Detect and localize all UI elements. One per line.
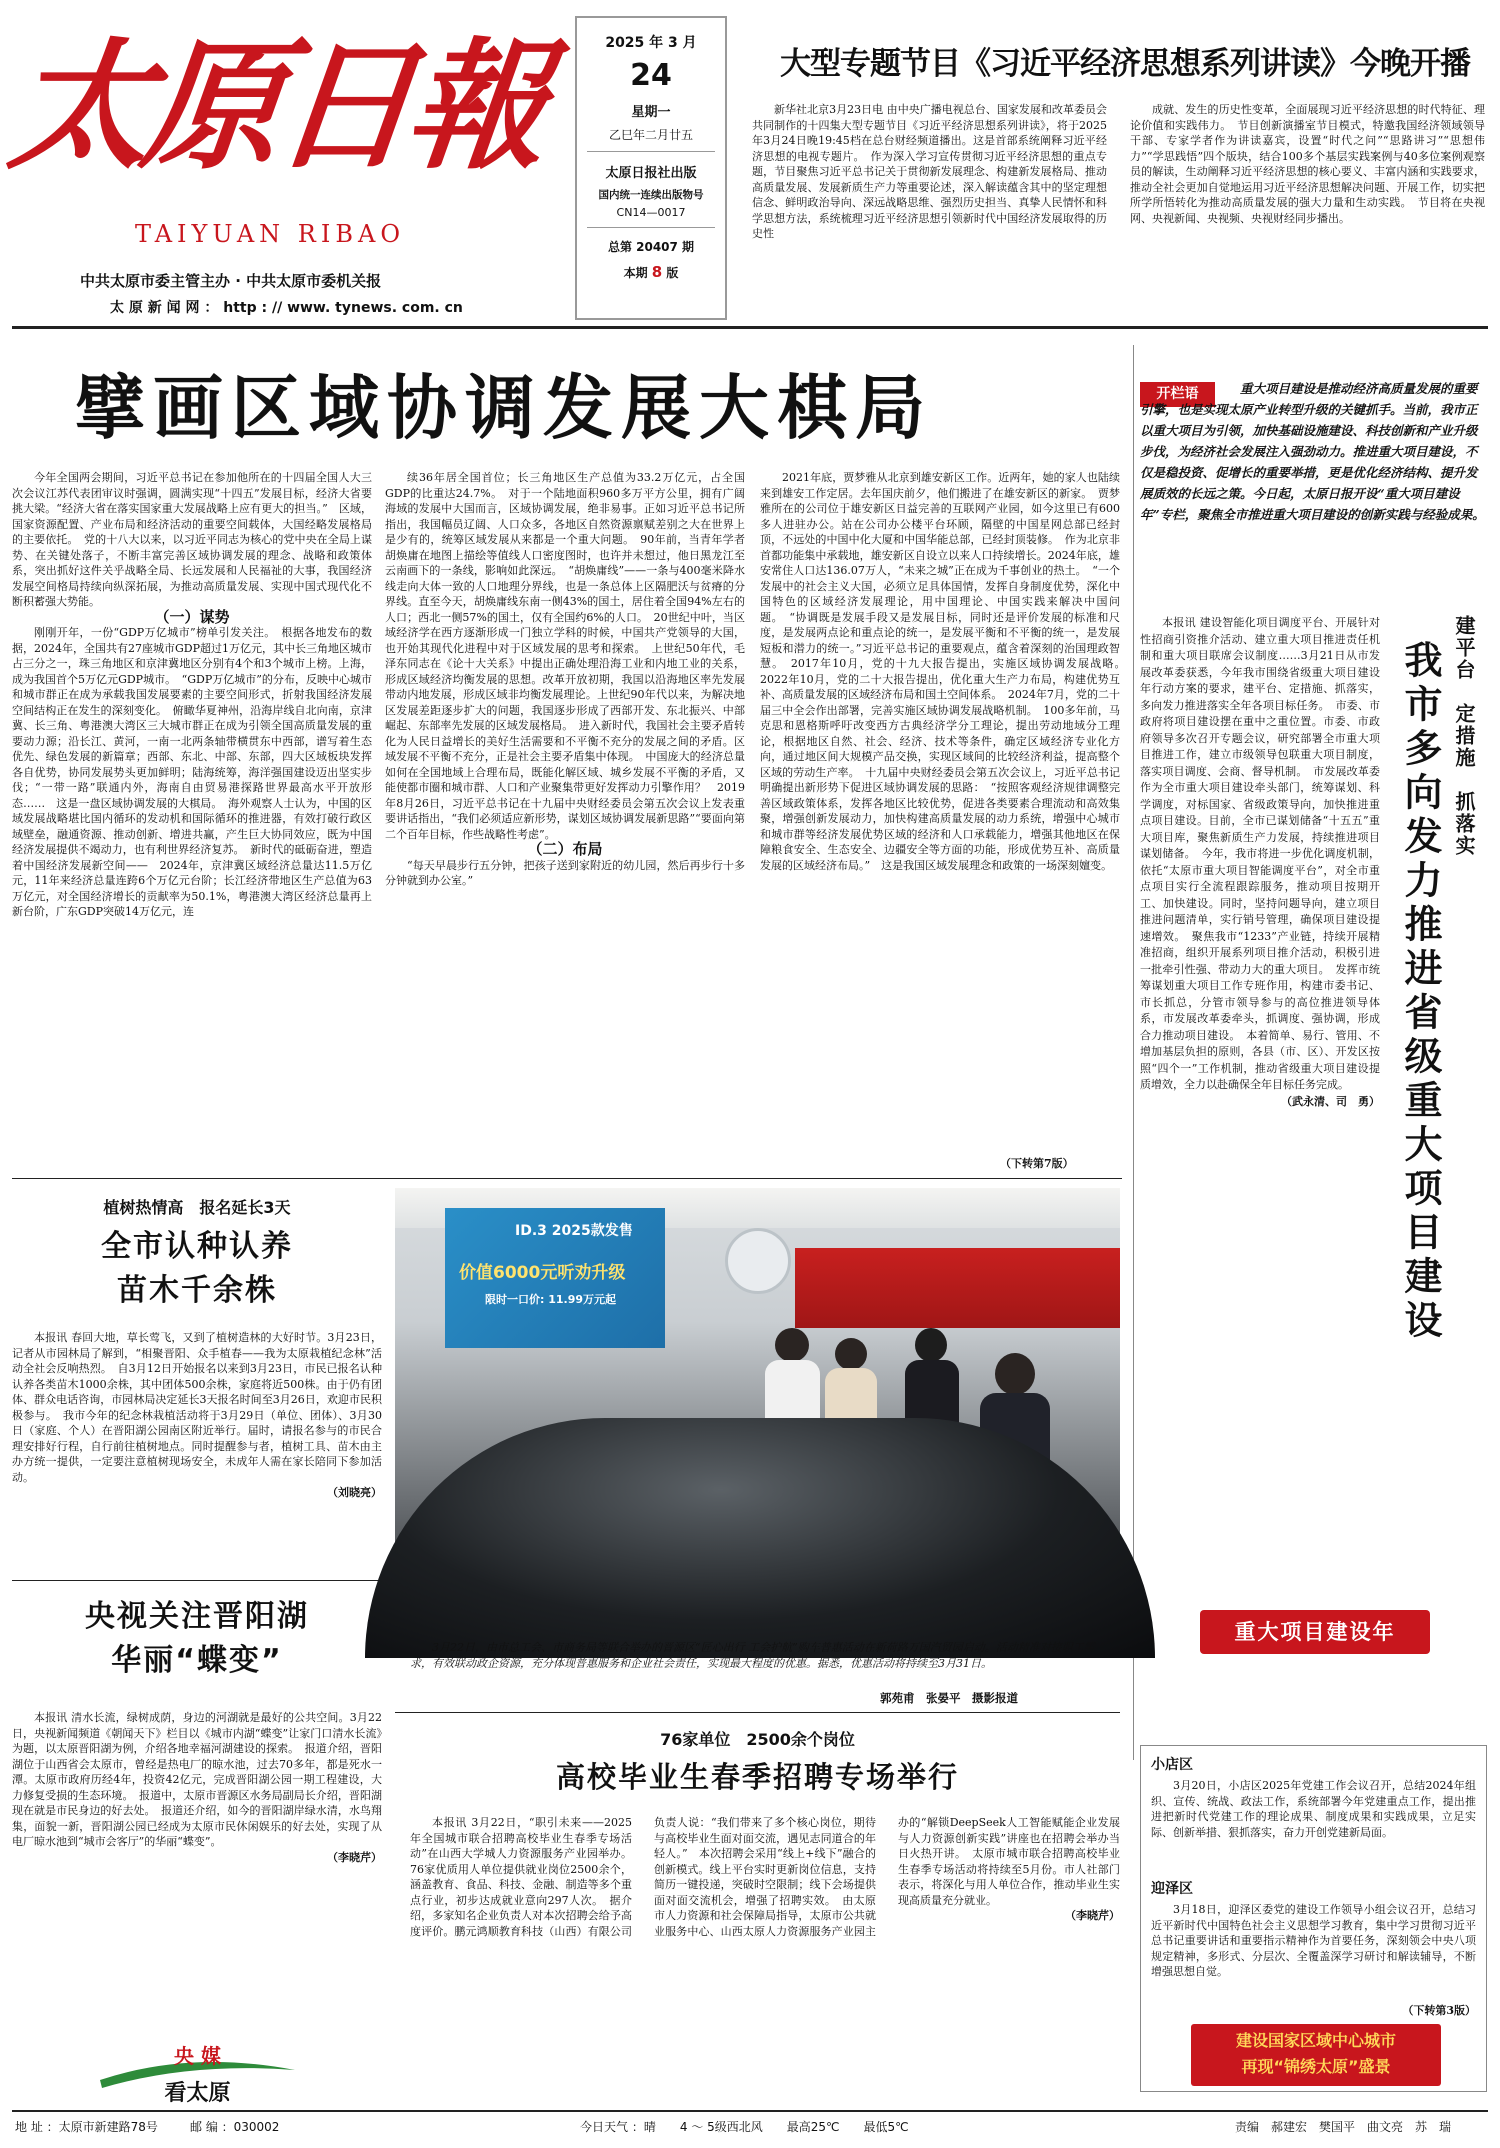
- footer-editors: 责编 郝建宏 樊国平 曲文亮 苏 瑞: [1235, 2120, 1452, 2134]
- news-photo: [395, 1188, 1120, 1633]
- lead-col3: 2021年底，贾梦雅从北京到雄安新区工作。近两年，她的家人也陆续来到雄安工作定居。去年国庆前夕，他们搬进了在雄安新区的新家。 贾梦雅所在的公司位于雄安新区日益完善的互联网产业园，如今这里已有600多人进驻办公。站在公司办公楼平台环顾，隔壁的中国星网总部已经封顶，不远处的中国中化大厦和中国华能总部，已经封顶装修。 作为北京非首都功能集中承载地，雄安新区自设立以来人口持续增长。2024年底，雄安常住人口达136.07万人，“未来之城”正在成为千事创业的热土。 “一个发展中的社会主义大国，必须立足具体国情，发挥自身制度优势，深化中国特色的区域经济发展理论，用中国理论、中国实践来解决中国问题。 “协调既是发展手段又是发展目标，同时还是评价发展的标准和尺度，是发展两点论和重点论的统一，是发展平衡和不平衡的统一，是发展短板和潜力的统一。”习近平总书记的重要观点，蕴含着深刻的治国理政智慧。 2017年10月，党的十九大报告提出，实施区域协调发展战略。 2022年10月，党的二十大报告提出，优化重大生产力布局，构建优势互补、高质量发展的区域经济布局和国土空间体系。 2024年7月，党的二十届三中全会作出部署，完善实施区域协调发展战略机制。 100多年前，马克思和恩格斯呼吁改变西方古典经济学分工理论，提出劳动地域分工理论，根据地区自然、社会、经济、技术等条件，确定区域经济专业化方向，通过地区间大规模产品交换，实现区域间的比较经济利益，提高整个区域的劳动生产率。 十九届中央财经委员会第五次会议上，习近平总书记明确提出新形势下促进区域协调发展的思路： “按照客观经济规律调整完善区域政策体系，发挥各地区比较优势，促进各类要素合理流动和高效集聚，增强创新发展动力，加快构建高质量发展的动力系统，增强中心城市和城市群等经济发展优势区域的经济和人口承载能力，增强其他地区在保障粮食安全、生态安全、边疆安全等方面的功能，形成优势互补、高质量发展的区域经济布局。” 这是我国区域发展理念和政策的一场深刻嬗变。: [760, 471, 1131, 872]
- footer-postcode: 邮 编 ：030002: [190, 2120, 280, 2134]
- date-weekday: 星期一: [631, 105, 671, 120]
- masthead-divider: [12, 326, 1488, 329]
- district-h2: 迎泽区: [1151, 1881, 1193, 1897]
- footer-address: 地 址 ：太原市新建路78号: [15, 2120, 158, 2134]
- lake-body: 本报讯 清水长流，绿树成荫，身边的河湖就是最好的公共空间。3月22日，央视新闻频道《朝闻天下》栏目以《城市内湖“蝶变”让家门口清水长流》为题，以太原晋阳湖为例，介绍各地幸福河湖建设的探索。 报道介绍，晋阳湖位于山西省会太原市，曾经是热电厂的晾水池，过去70多年，都是死水一潭。太原市政府历经4年，投资42亿元，完成晋阳湖公园一期工程建设，大力修复受损的生态环境。 报道中，太原市晋源区水务局副局长介绍，晋阳湖现在就是市民身边的好去处。 报道还介绍，如今的晋阳湖岸绿水清，水鸟翔集，面貌一新，晋阳湖公园已经成为太原市民休闲娱乐的好去处，实现了从电厂晾水池到“城市会客厅”的华丽“蝶变”。 （李晓芹）: [12, 1711, 382, 1864]
- photo-credit: 郭苑甫 张晏平 摄影报道: [880, 1691, 1018, 1705]
- district-b1: 3月20日，小店区2025年党建工作会议召开，总结2024年组织、宣传、统战、政法工作，系统部署今年党建重点工作，提出推进把新时代党建工作的理论成果、制度成果和实践成果，立足实际、创新举措、狠抓落实，奋力开创党建新局面。: [1151, 1779, 1476, 1839]
- district-h1: 小店区: [1151, 1757, 1193, 1773]
- top-story-col1: 新华社北京3月23日电 由中央广播电视总台、国家发展和改革委员会共同制作的十四集大型专题节目《习近平经济思想系列讲读》，将于2025年3月24日晚19:45档在总台财经频道播出。这是首部系统阐释习近平经济思想的电视专题片。 作为深入学习宣传贯彻习近平经济思想的重点专题，节目聚焦习近平总书记关于贯彻新发展理念、构建新发展格局、推动高质量发展、发展新质生产力等重要论述，深入解读蕴含其中的坚定理想信念、鲜明政治导向、深远战略思维、强烈历史担当、真挚人民情怀和科学思想方法，系统梳理习近平经济思想引领新时代中国经济发展取得的历史性: [752, 103, 1107, 240]
- date-cn-label: 国内统一连续出版物号: [598, 189, 704, 201]
- masthead-sponsor: 中共太原市委主管主办 · 中共太原市委机关报: [80, 272, 382, 290]
- masthead-pinyin: TAIYUAN RIBAO: [135, 220, 405, 248]
- right-story-byline: （武永清、司 勇）: [1281, 1094, 1380, 1108]
- lead-section-2: （二）布局: [527, 840, 603, 858]
- right-story-body: 本报讯 建设智能化项目调度平台、开展针对性招商引资推介活动、建立重大项目推进责任机制和重大项目联席会议制度……3月21日从市发展改革委获悉，今年我市围绕省级重大项目建设年行动方案的要求，建平台、定措施、抓落实，多向发力推进落实全年各项目标任务。 市委、市政府将项目建设摆在重中之重位置。市委、市政府领导多次召开专题会议，研究部署全市重大项目推进工作，建立市级领导包联重大项目制度，落实项目调度、会商、督导机制。 市发展改革委作为全市重大项目建设牵头部门，统筹谋划、科学调度，对标国家、省级政策导向，加快推进重点项目建设。目前，全市已谋划储备“十五五”重大项目库，聚焦新质生产力发展，持续推进项目谋划储备。 今年，我市将进一步优化调度机制，依托“太原市重大项目智能调度平台”，对全市重点项目实行全流程跟踪服务，推动项目按期开工、加快建设。同时，坚持问题导向，建立项目推进问题清单，实行销号管理，确保项目建设提速增效。 聚焦我市“1233”产业链，持续开展精准招商，组织开展系列项目推介活动，积极引进一批牵引性强、带动力大的重大项目。 发挥市统筹谋划重大项目工作专班作用，构建市委书记、市长抓总，分管市领导参与的高位推进领导体系，市发展改革委牵头，抓调度、强协调，形成合力推动项目建设。 本着简单、易行、管用、不增加基层负担的原则，各县（市、区）、开发区按照“四个一”工作机制，推动省级重大项目建设提质增效，全力以赴确保全年目标任务完成。 （武永清、司 勇）: [1140, 615, 1380, 1685]
- tree-title[interactable]: 全市认种认养 苗木千余株: [101, 1229, 293, 1308]
- district-box: [1140, 1745, 1487, 2092]
- tree-kicker: 植树热情高 报名延长3天: [103, 1198, 291, 1217]
- lead-col1: 今年全国两会期间，习近平总书记在参加他所在的十四届全国人大三次会议江苏代表团审议时强调，圆满实现“十四五”发展目标，经济大省要挑大梁。“经济大省在落实国家重大发展战略上应有更大的担当。” 区域，国家资源配置、产业布局和经济活动的重要空间载体，大国经略发展格局的主要依托。 党的十八大以来，以习近平同志为核心的党中央在全局上谋势、在关键处落子，不断丰富完善区域协调发展的理念、战略和政策体系，突出抓好这件关乎战略全局、长远发展和人民福祉的大事，我国经济发展空间格局持续向纵深拓展，为推动高质量发展、实现中国式现代化不断积蓄强大势能。 （一）谋势 刚刚开年，一份“GDP万亿城市”榜单引发关注。 根据各地发布的数据，2024年，全国共有27座城市GDP超过1万亿元，其中长三角地区城市占三分之一，珠三角地区和京津冀地区分别有4个和3个城市上榜。上海，成为我国首个5万亿元GDP城市。 “GDP万亿城市”的分布，反映中心城市和城市群正在成为承载我国发展要素的主要空间形式，折射我国经济发展空间结构正在发生的深刻变化。 俯瞰华夏神州，沿海岸线自北向南，京津冀、长三角、粤港澳大湾区三大城市群正在成为引领全国高质量发展的重要动力源；沿长江、黄河，一南一北两条轴带横贯东中西部，谱写着生态优先、绿色发展的新篇章；西部、东北、中部、东部，四大区域板块发挥各自优势，协同发展势头更加鲜明；陆海统筹，海洋强国建设迈出坚实步伐；“一带一路”联通内外，海南自由贸易港探路世界最高水平开放形态…… 这是一盘区域协调发展的大棋局。 海外观察人士认为，中国的区域发展战略堪比国内循环的发动机和国际循环的推进器，有效打破行政区域壁垒，融通资源、推动创新、增进共赢，产生巨大协同效应，既为中国经济发展提供不竭动力，也有利世界经济复苏。 新时代的砥砺奋进，塑造着中国经济发展新空间—— 2024年，京津冀区域经济总量达11.5万亿元，11年来经济总量连跨6个万亿元台阶；长江经济带地区生产总值为63万亿元，对全国经济增长的贡献率为50.1%，粤港澳大湾区经济总量再上新台阶，广东GDP突破14万亿元，连: [12, 471, 372, 918]
- column-intro-box: [1140, 370, 1490, 585]
- date-lunar: 乙巳年二月廿五: [587, 126, 715, 152]
- lead-headline[interactable]: 擘画区域协调发展大棋局: [75, 366, 933, 449]
- lake-title[interactable]: 央视关注晋阳湖 华丽“蝶变”: [85, 1599, 309, 1678]
- date-pages: 本期 8 版: [623, 263, 679, 281]
- footer-weather: 今日天气 ：晴 4 ～ 5级西北风 最高25℃ 最低5℃: [580, 2120, 909, 2134]
- column-intro-badge: 开栏语: [1140, 382, 1215, 407]
- tree-body: 本报讯 春回大地，草长莺飞，又到了植树造林的大好时节。3月23日，记者从市园林局了解到，“相聚晋阳、众手植春——我为太原栽植纪念林”活动全社会反响热烈。 自3月12日开始报名以来到3月23日，市民已报名认种认养各类苗木1000余株，其中团体500余株，家庭将近500株。由于仍有团体、群众电话咨询，市园林局决定延长3天报名时间至3月26日，欢迎市民积极参与。 我市今年的纪念林栽植活动将于3月29日（单位、团体）、3月30日（家庭、个人）在晋阳湖公园南区附近举行。届时，请报名参与的市民合理安排好行程，自行前往植树地点。同时提醒参与者，植树工具、苗木由主办方统一提供，一定要注意植树现场安全，未成年人需在家长陪同下参加活动。 （刘晓亮）: [12, 1331, 382, 1499]
- district-b2: 3月18日，迎泽区委党的建设工作领导小组会议召开，总结习近平新时代中国特色社会主义思想学习教育，集中学习贯彻习近平总书记重要讲话和重要指示精神作为首要任务，深刻领会中央八项规定精神，多形式、分层次、全覆盖深学习研讨和解读辅导，不断增强思想自觉。: [1151, 1903, 1476, 1978]
- lead-col2: 续36年居全国首位；长三角地区生产总值为33.2万亿元，占全国GDP的比重达24.7%。 对于一个陆地面积960多万平方公里，拥有广阔海域的发展中大国而言，区域协调发展，绝非易事。正如习近平总书记所指出，我国幅员辽阔、人口众多，各地区自然资源禀赋差别之大在世界上是少有的，统筹区域发展从来都是一个重大问题。 90年前，当青年学者胡焕庸在地图上描绘等值线人口密度图时，也许并未想过，他日黑龙江至云南画下的一条线，影响如此深远。 “胡焕庸线”——一条与400毫米降水线走向大体一致的人口地理分界线，也是一条总体上区隔肥沃与贫瘠的分界线。直至今天，胡焕庸线东南一侧43%的国土，居住着全国94%左右的人口；西北一侧57%的国土，仅有全国约6%的人口。 20世纪中叶，当区域经济学在西方逐渐形成一门独立学科的时候，中国共产党领导的大国，也开始其现代化进程中对于区域发展的思考和探索。 上世纪50年代，毛泽东同志在《论十大关系》中提出正确处理沿海工业和内地工业的关系，形成区域经济均衡发展的思想。改革开放初期，我国以沿海地区率先发展带动内地发展，形成区域非均衡发展理论。上世纪90年代以来，为解决地区发展差距逐步扩大的问题，我国逐步形成了西部开发、东北振兴、中部崛起、东部率先发展的区域发展格局。 进入新时代，我国社会主要矛盾转化为人民日益增长的美好生活需要和不平衡不充分的发展之间的矛盾。区域发展不平衡不充分，正是社会主要矛盾集中体现。 中国庞大的经济总量如何在全国地域上合理布局，既能化解区域、城乡发展不平衡的矛盾，又能使都市圈和城市群、人口和产业聚集带更好发挥动力引擎作用？ 2019年8月26日，习近平总书记在十九届中央财经委员会第五次会议上发表重要讲话指出，“我们必须适应新形势，谋划区域协调发展新思路”“要面向第二个百年目标，作些战略性考虑”。 （二）布局 “每天早晨步行五分钟，把孩子送到家附近的幼儿园，然后再步行十多分钟就到办公室。”: [385, 471, 745, 887]
- job-kicker: 76家单位 2500余个岗位: [660, 1730, 855, 1749]
- top-story-col2: 成就、发生的历史性变革，全面展现习近平经济思想的时代特征、理论价值和实践伟力。 节目创新演播室节目模式，特邀我国经济领域领导干部、专家学者作为讲读嘉宾，设置“时代之问”“思路讲习”“思想伟力”“学思践悟”四个版块，结合100多个基层实践案例与40多位案例观察员的解读，生动阐释习近平经济思想的核心要义、丰富内涵和实践要求，推动全社会更加自觉地运用习近平经济思想解决问题、开展工作，切实把所学所悟转化为推动高质量发展的强大力量和生动实践。 节目将在央视网、央视新闻、央视频、央视财经同步播出。: [1130, 103, 1485, 225]
- lead-section-1: （一）谋势: [154, 607, 230, 626]
- masthead-site: 太 原 新 闻 网 ： http : // www. tynews. com. cn: [110, 300, 463, 316]
- lead-continued: （下转第7版）: [1000, 1157, 1074, 1170]
- photo-caption: 3月22日，由市总工会、市商务局等联合举办的晋源区“匠心出行 工会护航”购车普惠活动在新荷路万国汽贸园启动。活动精准对接职工需求，有效联动政企资源，充分体现普惠服务和企业社会责任，实现最大程度的优惠。据悉，优惠活动将持续至3月31日。: [410, 1641, 1095, 1670]
- date-year-month: 2025 年 3 月: [605, 35, 697, 51]
- top-story-title[interactable]: 大型专题节目《习近平经济思想系列讲读》今晚开播: [780, 46, 1470, 82]
- right-story-kicker: 建平台 定措施 抓落实: [1452, 615, 1476, 857]
- job-body: 本报讯 3月22日，“职引未来——2025年全国城市联合招聘高校毕业生春季专场活动”在山西大学城人力资源服务产业园举办。76家优质用人单位提供就业岗位2500余个，涵盖教育、食品、科技、金融、制造等多个重点行业，初步达成就业意向297人次。 据介绍，多家知名企业负责人对本次招聘会给予高度评价。鹏元鸿顺教育科技（山西）有限公司负责人说：“我们带来了多个核心岗位，期待与高校毕业生面对面交流，遇见志同道合的年轻人。” 本次招聘会采用“线上+线下”融合的创新模式。线上平台实时更新岗位信息，支持简历一键投递，突破时空限制；线下会场提供面对面交流机会，增强了招聘实效。 由太原市人力资源和社会保障局指导，太原市公共就业服务中心、山西太原人力资源服务产业园主办的“解锁DeepSeek人工智能赋能企业发展与人力资源创新实践”讲座也在招聘会举办当日火热开讲。 太原市城市联合招聘高校毕业生春季专场活动将持续至5月份。市人社部门表示，将深化与用人单位合作，推动毕业生实现高质量充分就业。 （李晓芹）: [410, 1816, 1120, 1938]
- column-intro-text: 重大项目建设是推动经济高质量发展的重要引擎，也是实现太原产业转型升级的关键抓手。当前，我市正以重大项目为引领，加快基础设施建设、科技创新和产业升级步伐，为经济社会发展注入强劲动力。推进重大项目建设，不仅是稳投资、促增长的重要举措，更是优化经济结构、提升发展质效的长远之策。今日起，太原日报开设“重大项目建设年”专栏，聚焦全市推进重大项目建设的创新实践与经验成果。: [1140, 381, 1485, 522]
- footer-rule: [12, 2110, 1488, 2112]
- right-banner: 重大项目建设年: [1200, 1610, 1430, 1654]
- date-box: [575, 16, 727, 320]
- date-publisher: 太原日报社出版: [605, 166, 697, 181]
- yangmei-logo: 央 媒 看太原: [90, 2040, 305, 2110]
- job-title[interactable]: 高校毕业生春季招聘专场举行: [555, 1760, 959, 1794]
- district-banner: 建设国家区域中心城市 再现“锦绣太原”盛景: [1191, 2024, 1441, 2086]
- right-story-title[interactable]: 我市多向发力推进省级重大项目建设: [1398, 640, 1442, 1344]
- date-day: 24: [630, 58, 672, 93]
- lead-bottom-rule: [12, 1178, 1122, 1179]
- date-cn: CN14—0017: [587, 206, 715, 228]
- date-issue: 总第 20407 期: [607, 240, 695, 254]
- tree-bottom-rule: [12, 1580, 382, 1581]
- photo-bottom-rule: [395, 1712, 1120, 1713]
- right-col-rule: [1133, 345, 1134, 1760]
- masthead-logo: 太原日報: [2, 25, 549, 189]
- photo-car: [365, 1418, 1155, 1658]
- photo-billboard: ID.3 2025款发售 价值6000元听劝升级 限时一口价: 11.99万元起: [445, 1208, 665, 1348]
- district-continued: （下转第3版）: [1402, 2004, 1476, 2017]
